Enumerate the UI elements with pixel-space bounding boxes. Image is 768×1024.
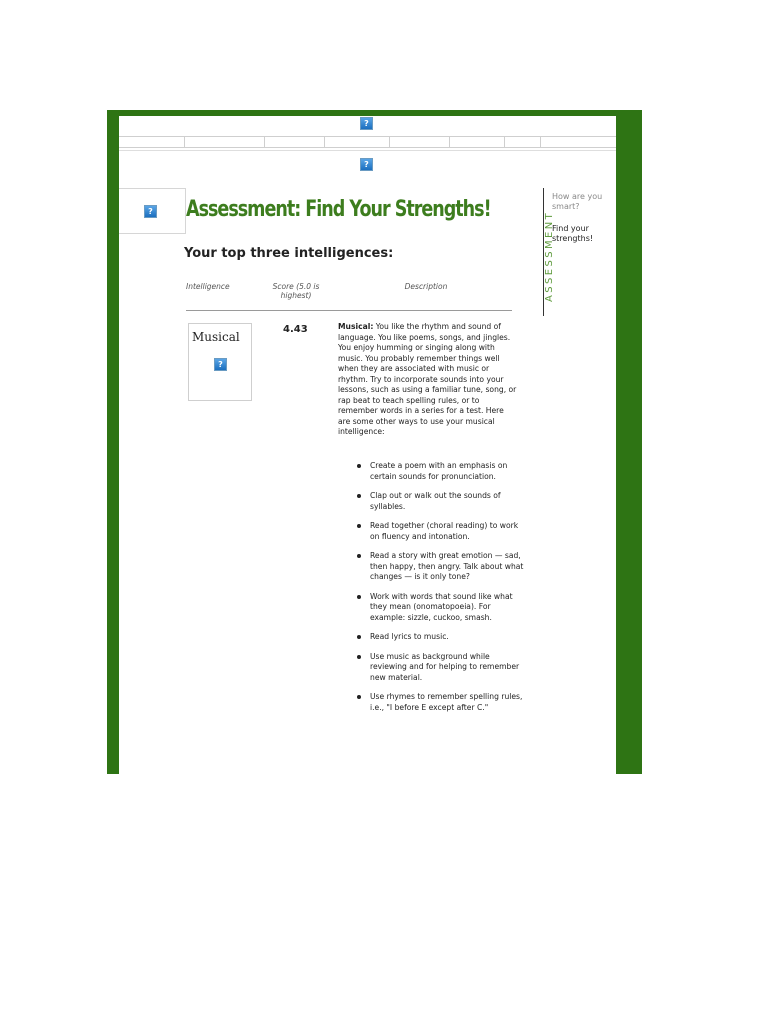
image-placeholder [119,188,186,234]
sidebar-vertical-label: ASSESSMENT [544,210,555,302]
tip-item: Read a story with great emotion — sad, then happy, then angry. Talk about what changes — is it only tone? [354,551,524,583]
sidebar-question: How are you smart? [552,192,603,211]
nav-cell-divider [449,137,450,147]
header-rule [186,310,512,311]
tip-item: Work with words that sound like what they mean (onomatopoeia). For example: sizzle, cuckoo, smash. [354,592,524,624]
tip-item: Read together (choral reading) to work on fluency and intonation. [354,521,524,542]
broken-image-icon: ? [144,205,157,218]
tip-item: Create a poem with an emphasis on certain sounds for pronunciation. [354,461,524,482]
intelligence-name: Musical [192,330,240,344]
nav-cell-divider [264,137,265,147]
tip-item: Use music as background while reviewing and for helping to remember new material. [354,652,524,684]
intelligence-score: 4.43 [283,324,308,335]
column-header-intelligence: Intelligence [186,282,230,291]
content-panel [119,116,616,774]
tip-item: Clap out or walk out the sounds of syllables. [354,491,524,512]
broken-image-icon: ? [360,117,373,130]
intelligence-cell [188,323,252,401]
nav-cell-divider [540,137,541,147]
tip-item: Use rhymes to remember spelling rules, i.e., "I before E except after C." [354,692,524,713]
page-title: Assessment: Find Your Strengths! [186,196,491,222]
description-lead: Musical: [338,322,374,331]
nav-cell-divider [389,137,390,147]
description-text: You like the rhythm and sound of language. You like poems, songs, and jingles. You enjoy humming or singing along with music. You probably remember things well when they are associated with music or rhythm. Try to incorporate sounds into your lessons, such as using a familiar tune, song, or rap beat to teach spelling rules, or to remember words in a series for a test. Here are some other ways to use your musical intelligence: [338,322,517,436]
broken-image-icon: ? [360,158,373,171]
sidebar-link[interactable]: Find your strengths! [552,224,594,243]
nav-cell-divider [504,137,505,147]
section-subheading: Your top three intelligences: [184,246,394,261]
tips-list [354,461,524,722]
broken-image-icon: ? [214,358,227,371]
column-header-score: Score (5.0 is highest) [272,282,320,300]
column-header-description: Description [404,282,448,291]
tip-item: Read lyrics to music. [354,632,524,643]
page-frame [107,110,642,774]
nav-bar [119,136,616,148]
nav-cell-divider [184,137,185,147]
nav-cell-divider [324,137,325,147]
divider [119,150,616,151]
intelligence-description [338,322,518,438]
